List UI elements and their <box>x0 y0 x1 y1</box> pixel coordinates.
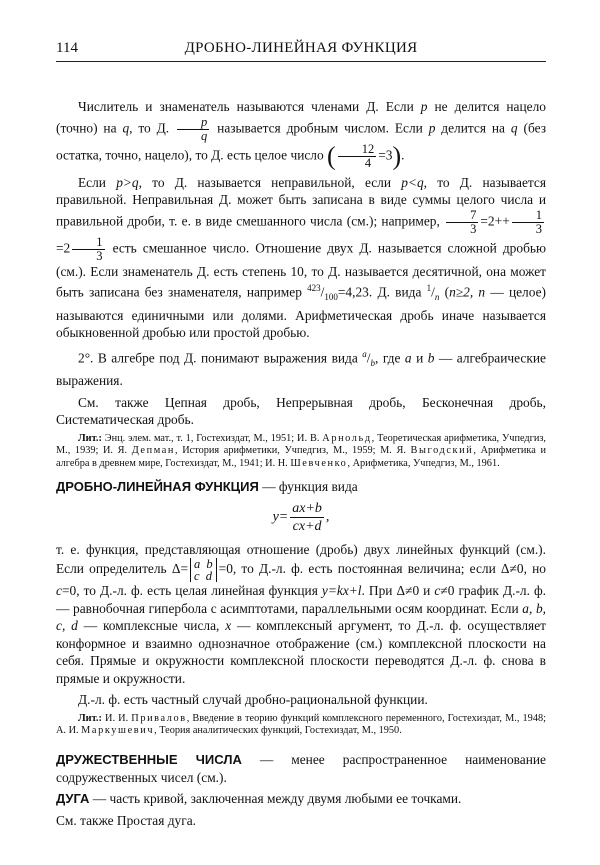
entry-head: ДУГА <box>56 791 90 807</box>
page-header <box>56 40 546 57</box>
entry-arc: ДУГА — часть кривой, заключенная между двумя любыми ее точками. <box>56 791 462 807</box>
literature-1: Лит.: Энц. элем. мат., т. 1, Гостехиздат, М., 1951; И. В. Арнольд, Теоретическая арифметика, Учпедгиз, М., 1939; И. Я. Депман, История арифметики, Учпедгиз, М., 1959; М. Я. Выгодский, Арифметика и алгебра в древнем мире, Гостехиздат, М., 1941; И. Н. Шевченко, Арифметика, Учпедгиз, М., 1961. <box>56 432 546 469</box>
paragraph-see-also-arc: См. также Простая дуга. <box>56 812 197 828</box>
fraction-p-q: $\frac{p}{q}$ <box>177 116 209 143</box>
entry-amicable-numbers: ДРУЖЕСТВЕННЫЕ ЧИСЛА — менее распространенное наименование содружественных чисел (см.). <box>56 752 547 785</box>
running-title: ДРОБНО-ЛИНЕЙНАЯ ФУНКЦИЯ <box>184 40 418 56</box>
formula-fraction: $\frac{ax+b}{cx+d}$ <box>292 500 322 534</box>
paragraph-algebra: 2°. В алгебре под Д. понимают выражения вида $^a/_b$, где a и b — алгебраические выражения. <box>56 348 546 389</box>
entry-head: ДРОБНО-ЛИНЕЙНАЯ ФУНКЦИЯ <box>56 479 259 494</box>
formula-fractional-linear: y= $\frac{ax+b}{cx+d}$ , <box>272 500 330 534</box>
paragraph-numerator-denominator: Числитель и знаменатель называются членами Д. Если p не делится нацело (точно) на q, то Д. $\frac{p}{q}$ называется дробным числом. Если p делится на q (без остатка, точно, нацело), то Д. есть целое число ( $\frac{12}{4}$ =3). <box>56 99 546 170</box>
fraction-12-4: $\frac{12}{4}$ <box>338 143 377 170</box>
paragraph-see-also: См. также Цепная дробь, Непрерывная дробь, Бесконечная дробь, Систематическая дробь. <box>56 394 546 428</box>
page <box>56 40 546 833</box>
page-number: 114 <box>56 40 78 56</box>
fraction-7-3: $\frac{7}{3}$ <box>446 209 478 236</box>
paragraph-proper-improper: Если p>q, то Д. называется неправильной, если p<q, то Д. называется правильной. Неправильная Д. может быть записана в виде суммы целого числа и правильной дроби, т. е. в виде смешанного числа (см.); например, $\frac{7}{3}$ =2++ $\frac{1}{3}$ =2 $\frac{1}{3}$ есть смешанное число. Отношение двух Д. называется сложной дробью (см.). Если знаменатель Д. есть степень 10, то Д. называется десятичной, она может быть записана без знаменателя, например $^{423}/_{100}=4,23$. Д. вида $^1/_n$ (n≥2, n — целое) называются единичными или долями. Арифметическая дробь иначе называется обыкновенной дробью или простой дробью. <box>56 174 547 341</box>
paragraph-special-case: Д.-л. ф. есть частный случай дробно-рациональной функции. <box>78 692 428 707</box>
paragraph-determinant: т. е. функция, представляющая отношение (дробь) двух линейных функций (см.). Если определитель Δ= a b c d =0, то Д.-л. ф. есть постоянная величина; если Δ≠0, но c=0, то Д.-л. ф. есть целая линейная функция y=kx+l. При Δ≠0 и c≠0 график Д.-л. ф. — равнобочная гипербола с асимптотами, параллельными осям координат. Если a, b, c, d — комплексные числа, x — комплексный аргумент, то Д.-л. ф. осуществляет конформное и взаимно однозначное отображение (см.) комплексной плоскости на себя. Прямые и окружности комплексной плоскости переводятся Д.-л. ф. снова в прямые и окружности. <box>56 541 546 686</box>
literature-2: Лит.: И. И. Привалов, Введение в теорию функций комплексного переменного, Гостехиздат, М., 1948; А. И. Маркушевич, Теория аналитических функций, Гостехиздат, М., 1950. <box>56 712 546 736</box>
header-rule <box>56 61 546 62</box>
fraction-mixed-1-3: $\frac{1}{3}$ <box>72 236 104 263</box>
fraction-1-3: $\frac{1}{3}$ <box>512 209 544 236</box>
entry-fractional-linear-function: ДРОБНО-ЛИНЕЙНАЯ ФУНКЦИЯ — функция вида <box>56 479 358 494</box>
entry-head: ДРУЖЕСТВЕННЫЕ ЧИСЛА <box>56 752 242 768</box>
determinant: a b c d <box>190 558 217 582</box>
